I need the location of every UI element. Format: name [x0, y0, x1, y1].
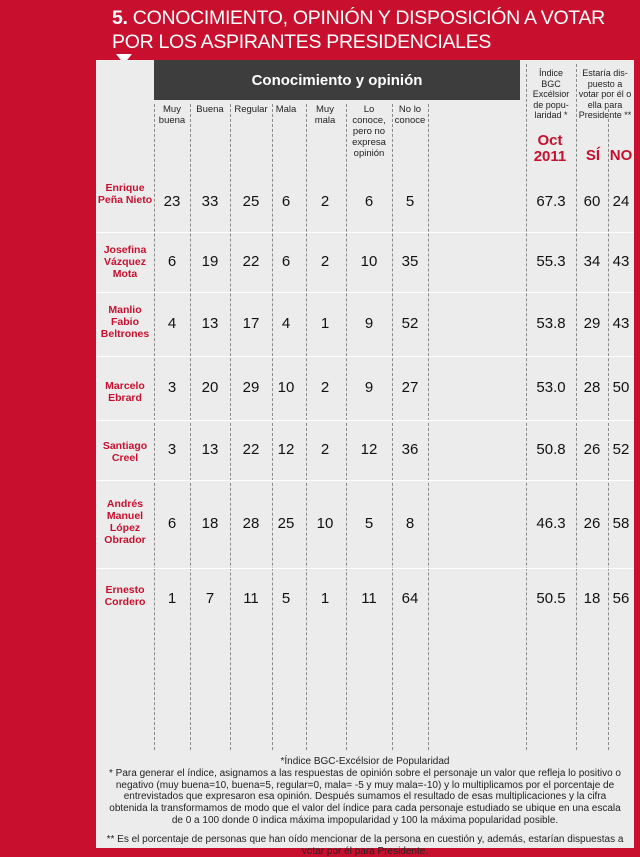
survey-table-panel — [96, 60, 634, 857]
col-header-index: Índice BGC Excélsior de popu- laridad * — [532, 68, 570, 120]
vote-si-value: 60 — [583, 193, 601, 210]
opinion-value: 12 — [277, 441, 295, 458]
vote-no-value: 52 — [612, 441, 630, 458]
candidate-name: Santiago Creel — [102, 440, 148, 464]
opinion-value: 12 — [360, 441, 378, 458]
vote-si-value: 34 — [583, 253, 601, 270]
index-value: 67.3 — [536, 193, 566, 210]
row-separator — [96, 356, 634, 357]
opinion-value: 1 — [320, 315, 330, 332]
opinion-value: 2 — [320, 441, 330, 458]
candidate-name: Ernesto Cordero — [104, 584, 146, 608]
infographic-title — [112, 6, 632, 54]
title-text: CONOCIMIENTO, OPINIÓN Y DISPOSICIÓN A VOTAR POR LOS ASPIRANTES PRESIDENCIALES — [112, 7, 605, 53]
opinion-value: 17 — [242, 315, 260, 332]
opinion-value: 6 — [281, 193, 291, 210]
opinion-value: 35 — [401, 253, 419, 270]
candidate-name: Josefina Vázquez Mota — [103, 244, 147, 280]
vote-no-value: 50 — [612, 379, 630, 396]
footnote-vote-text: ** Es el porcentaje de personas que han oído mencionar de la persona en cuestión y, además, estarían dispuestas a votar por él para Presidente. — [106, 833, 624, 857]
candidate-name: Marcelo Ebrard — [105, 380, 145, 404]
opinion-value: 4 — [167, 315, 177, 332]
opinion-value: 10 — [316, 515, 334, 532]
col-header-muy-buena: Muy buena — [158, 104, 186, 126]
column-divider — [576, 64, 577, 750]
opinion-value: 7 — [205, 590, 215, 607]
vote-si-value: 28 — [583, 379, 601, 396]
col-header-mala: Mala — [275, 104, 297, 115]
index-period-label: Oct 2011 — [533, 132, 567, 165]
opinion-value: 13 — [201, 315, 219, 332]
col-header-no-opinion: Lo conoce, pero no expresa opinión — [352, 104, 386, 159]
opinion-value: 1 — [167, 590, 177, 607]
vote-no-value: 43 — [612, 253, 630, 270]
row-separator — [96, 568, 634, 569]
vote-no-value: 43 — [612, 315, 630, 332]
col-header-no-lo-conoce: No lo conoce — [394, 104, 426, 126]
row-separator — [96, 480, 634, 481]
opinion-value: 52 — [401, 315, 419, 332]
section-header: Conocimiento y opinión — [154, 60, 520, 100]
opinion-value: 20 — [201, 379, 219, 396]
vote-no-value: 24 — [612, 193, 630, 210]
opinion-value: 25 — [277, 515, 295, 532]
index-value: 50.5 — [536, 590, 566, 607]
vote-si-value: 26 — [583, 515, 601, 532]
index-value: 55.3 — [536, 253, 566, 270]
column-divider — [526, 64, 527, 750]
opinion-value: 36 — [401, 441, 419, 458]
opinion-value: 33 — [201, 193, 219, 210]
opinion-value: 27 — [401, 379, 419, 396]
opinion-value: 4 — [281, 315, 291, 332]
title-number: 5. — [112, 7, 128, 29]
vote-no-label: NO — [609, 147, 633, 164]
row-separator — [96, 232, 634, 233]
opinion-value: 22 — [242, 253, 260, 270]
candidate-name: Andrés Manuel López Obrador — [104, 498, 146, 546]
opinion-value: 13 — [201, 441, 219, 458]
vote-si-value: 18 — [583, 590, 601, 607]
opinion-value: 23 — [163, 193, 181, 210]
opinion-value: 6 — [364, 193, 374, 210]
footnotes — [96, 750, 634, 857]
opinion-value: 64 — [401, 590, 419, 607]
col-header-vote: Estaría dis- puesto a votar por él o ella para Presidente ** — [578, 68, 632, 120]
opinion-value: 28 — [242, 515, 260, 532]
opinion-value: 5 — [364, 515, 374, 532]
row-separator — [96, 292, 634, 293]
opinion-value: 5 — [281, 590, 291, 607]
opinion-value: 1 — [320, 590, 330, 607]
candidate-name: Manlio Fabio Beltrones — [100, 304, 150, 340]
opinion-value: 2 — [320, 253, 330, 270]
footnote-index-title: *Índice BGC-Excélsior de Popularidad — [280, 756, 450, 767]
column-divider — [428, 104, 429, 750]
opinion-value: 19 — [201, 253, 219, 270]
opinion-value: 8 — [405, 515, 415, 532]
opinion-value: 6 — [281, 253, 291, 270]
opinion-value: 9 — [364, 315, 374, 332]
survey-table — [96, 60, 634, 750]
vote-no-value: 56 — [612, 590, 630, 607]
vote-si-value: 29 — [583, 315, 601, 332]
opinion-value: 10 — [277, 379, 295, 396]
index-value: 50.8 — [536, 441, 566, 458]
opinion-value: 18 — [201, 515, 219, 532]
col-header-muy-mala: Muy mala — [314, 104, 336, 126]
opinion-value: 11 — [243, 590, 259, 607]
index-value: 53.8 — [536, 315, 566, 332]
opinion-value: 22 — [242, 441, 260, 458]
opinion-value: 2 — [320, 193, 330, 210]
opinion-value: 11 — [361, 590, 377, 607]
col-header-regular: Regular — [234, 104, 268, 115]
opinion-value: 25 — [242, 193, 260, 210]
opinion-value: 2 — [320, 379, 330, 396]
opinion-value: 10 — [360, 253, 378, 270]
row-separator — [96, 420, 634, 421]
opinion-value: 3 — [167, 379, 177, 396]
opinion-value: 6 — [167, 515, 177, 532]
candidate-name: Enrique Peña Nieto — [97, 182, 153, 206]
vote-no-value: 58 — [612, 515, 630, 532]
opinion-value: 6 — [167, 253, 177, 270]
col-header-buena: Buena — [196, 104, 224, 115]
opinion-value: 9 — [364, 379, 374, 396]
footnote-index-text: * Para generar el índice, asignamos a las respuestas de opinión sobre el personaje un valor que refleja lo positivo o negativo (muy buena=10, buena=5, regular=0, mala= -5 y muy mala=-10) y lo multiplicamos por el porcentaje de entrevistados que expresaron esa opinión. Después sumamos el resultado de esas multiplicaciones y la cifra obtenida la transformamos de modo que el valor del índice para cada personaje estudiado se ubique en una escala de 0 a 100 donde 0 indica máxima impopularidad y 100 la máxima popularidad posible. — [109, 767, 621, 826]
index-value: 53.0 — [536, 379, 566, 396]
opinion-value: 5 — [405, 193, 415, 210]
opinion-value: 3 — [167, 441, 177, 458]
vote-si-value: 26 — [583, 441, 601, 458]
index-value: 46.3 — [536, 515, 566, 532]
vote-si-label: SÍ — [585, 147, 601, 164]
opinion-value: 29 — [242, 379, 260, 396]
